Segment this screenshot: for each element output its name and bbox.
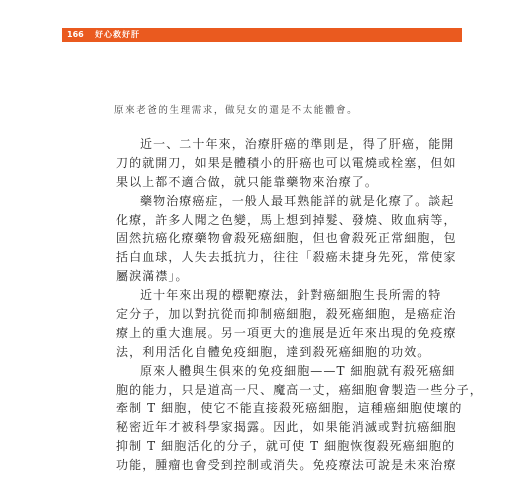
body-line: 藥物治療癌症，一般人最耳熟能詳的就是化療了。談起	[140, 193, 455, 208]
body-line: 療上的重大進展。另一項更大的進展是近年來出現的免疫療	[116, 325, 457, 340]
running-title: 好心救好肝	[95, 30, 140, 39]
body-line: 原來人體與生俱來的免疫細胞——T 細胞就有殺死癌細	[140, 363, 456, 378]
body-line: 功能，腫瘤也會受到控制或消失。免疫療法可說是未來治療	[116, 458, 457, 473]
body-line: 牽制 T 細胞，使它不能直接殺死癌細胞，這種癌細胞使壞的	[116, 401, 463, 416]
body-line: 秘密近年才被科學家揭露。因此，如果能消滅或對抗癌細胞	[116, 420, 457, 435]
body-line: 屬淚滿襟」。	[116, 269, 189, 284]
body-line: 近十年來出現的標靶療法，針對癌細胞生長所需的特	[140, 288, 442, 303]
body-line: 抑制 T 細胞活化的分子，就可使 T 細胞恢復殺死癌細胞的	[116, 439, 456, 454]
body-line: 刀的就開刀，如果是體積小的肝癌也可以電燒或栓塞，但如	[116, 155, 457, 170]
body-line: 定分子，加以對抗從而抑制癌細胞，殺死癌細胞，是癌症治	[116, 307, 457, 322]
body-line: 固然抗癌化療藥物會殺死癌細胞，但也會殺死正常細胞，包	[116, 231, 457, 246]
body-text	[116, 135, 483, 475]
body-line: 胞的能力，只是道高一尺、魔高一丈，癌細胞會製造一些分子，	[116, 382, 483, 397]
body-line: 近一、二十年來，治療肝癌的準則是，得了肝癌，能開	[140, 137, 455, 151]
body-line: 括白血球，人失去抵抗力，往往「殺癌未捷身先死，常使家	[116, 250, 457, 265]
body-line: 法，利用活化自體免疫細胞，達到殺死癌細胞的功效。	[116, 344, 431, 359]
body-line: 化療，許多人聞之色變，馬上想到掉髮、發燒、敗血病等，	[116, 212, 457, 227]
body-line: 果以上都不適合做，就只能靠藥物來治療了。	[116, 174, 379, 189]
intro-line: 原來老爸的生理需求，做兒女的還是不太能體會。	[114, 105, 359, 116]
page-number: 166	[67, 30, 84, 39]
